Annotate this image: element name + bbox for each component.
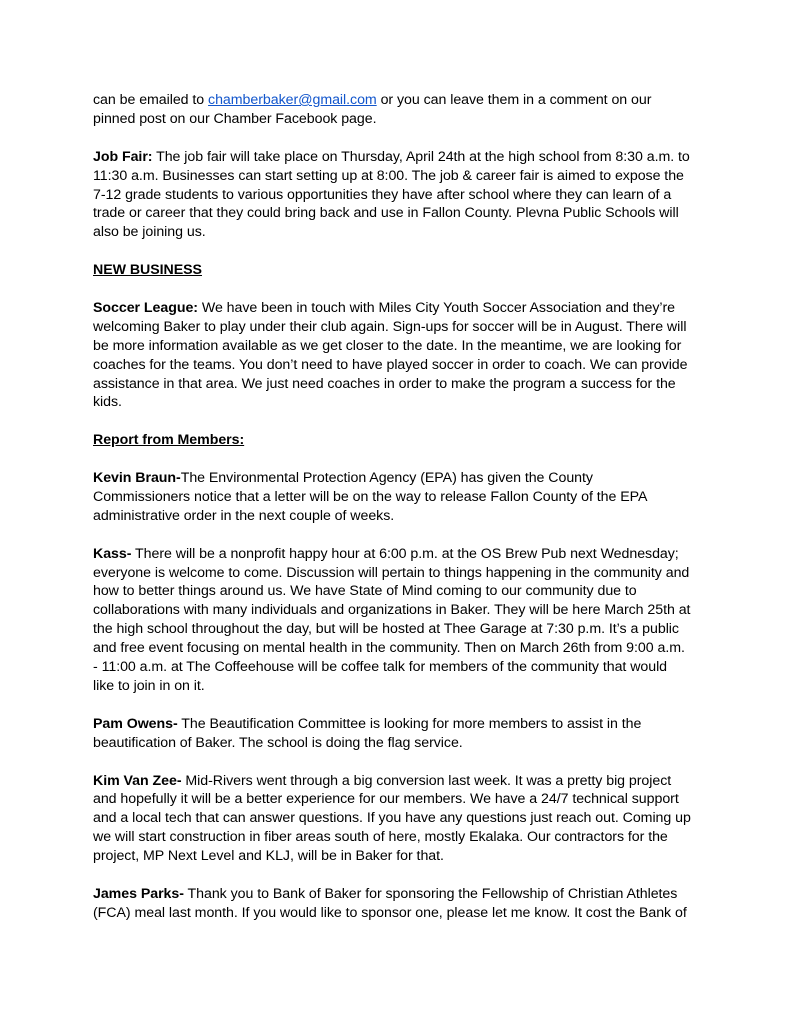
member-name: James Parks- xyxy=(93,885,184,902)
member-report-line: like to join in on it. xyxy=(93,678,205,694)
intro-line-1 xyxy=(93,91,703,110)
member-report-line xyxy=(93,715,703,734)
member-name: Kevin Braun- xyxy=(93,470,181,487)
member-name: Kass- xyxy=(93,545,132,562)
report-from-members-heading: Report from Members: xyxy=(93,432,245,449)
member-report-line: and hopefully it will be a better experience for our members. We have a 24/7 technical support xyxy=(93,791,679,808)
soccer-league-paragraph xyxy=(93,299,703,412)
document-page xyxy=(93,91,703,942)
member-report-kim-van-zee xyxy=(93,772,703,867)
member-report-line: and free event focusing on mental health in the community. Then on March 26th from 9:00 a.m. xyxy=(93,640,685,657)
member-report-line: project, MP Next Level and KLJ, will be in Baker for that. xyxy=(93,848,444,865)
soccer-line: be more information available as we get closer to the date. In the meantime, we are looking for xyxy=(93,337,682,354)
member-report-kevin-braun xyxy=(93,469,703,526)
member-report-line xyxy=(93,469,703,488)
member-report-line: the high school throughout the day, but will be hosted at Thee Garage at 7:30 p.m. It’s a public xyxy=(93,621,679,638)
intro-text-after-email: or you can leave them in a comment on our xyxy=(376,92,652,108)
job-fair-line: 7-12 grade students to various opportunities they have after school where they can learn of a xyxy=(93,186,672,203)
soccer-line xyxy=(93,299,703,318)
intro-line-2: pinned post on our Chamber Facebook page. xyxy=(93,110,377,127)
member-report-kass xyxy=(93,545,703,696)
intro-paragraph xyxy=(93,91,703,129)
member-report-text: Thank you to Bank of Baker for sponsoring the Fellowship of Christian Athletes xyxy=(183,885,678,902)
member-report-line xyxy=(93,545,703,564)
member-report-line: administrative order in the next couple of weeks. xyxy=(93,507,395,524)
new-business-heading: NEW BUSINESS xyxy=(93,262,202,279)
job-fair-paragraph xyxy=(93,148,703,243)
member-report-text: Mid-Rivers went through a big conversion last week. It was a pretty big project xyxy=(181,772,672,789)
job-fair-line: trade or career that they could bring back and use in Fallon County. Plevna Public Schools will xyxy=(93,205,679,222)
member-report-line xyxy=(93,772,703,791)
member-report-line: how to better things around us. We have State of Mind coming to our community due to xyxy=(93,583,637,600)
soccer-line: kids. xyxy=(93,394,122,411)
soccer-text: We have been in touch with Miles City Youth Soccer Association and they’re xyxy=(197,299,676,316)
soccer-line: coaches for the teams. You don’t need to have played soccer in order to coach. We can provide xyxy=(93,356,688,373)
member-report-line: beautification of Baker. The school is doing the flag service. xyxy=(93,734,463,751)
member-report-line: Commissioners notice that a letter will be on the way to release Fallon County of the EPA xyxy=(93,488,648,505)
member-name: Kim Van Zee- xyxy=(93,772,182,789)
job-fair-text: The job fair will take place on Thursday, April 24th at the high school from 8:30 a.m. to xyxy=(152,148,690,165)
job-fair-label: Job Fair: xyxy=(93,148,153,165)
member-report-pam-owens xyxy=(93,715,703,753)
member-report-james-parks xyxy=(93,885,703,923)
job-fair-line: also be joining us. xyxy=(93,224,206,241)
member-report-text: There will be a nonprofit happy hour at 6:00 p.m. at the OS Brew Pub next Wednesday; xyxy=(131,545,679,562)
email-link[interactable]: chamberbaker@gmail.com xyxy=(208,92,377,108)
member-report-text: The Environmental Protection Agency (EPA) has given the County xyxy=(180,470,593,487)
member-report-line: - 11:00 a.m. at The Coffeehouse will be coffee talk for members of the community that would xyxy=(93,659,668,676)
soccer-line: assistance in that area. We just need coaches in order to make the program a success for the xyxy=(93,375,676,392)
member-report-line: we will start construction in fiber areas south of here, mostly Ekalaka. Our contractors for the xyxy=(93,829,668,846)
member-report-line: and a local tech that can answer questions. If you have any questions just reach out. Coming up xyxy=(93,810,691,827)
member-report-line: (FCA) meal last month. If you would like to sponsor one, please let me know. It cost the Bank of xyxy=(93,904,687,921)
member-name: Pam Owens- xyxy=(93,715,178,732)
soccer-label: Soccer League: xyxy=(93,299,198,316)
member-report-line xyxy=(93,885,703,904)
job-fair-line xyxy=(93,148,703,167)
job-fair-line: 11:30 a.m. Businesses can start setting up at 8:00. The job & career fair is aimed to expose the xyxy=(93,167,684,184)
member-report-text: The Beautification Committee is looking for more members to assist in the xyxy=(177,715,642,732)
intro-text-before-email: can be emailed to xyxy=(93,92,209,108)
member-report-line: everyone is welcome to come. Discussion will pertain to things happening in the community and xyxy=(93,564,690,581)
soccer-line: welcoming Baker to play under their club again. Sign-ups for soccer will be in August. There will xyxy=(93,318,687,335)
member-report-line: collaborations with many individuals and organizations in Baker. They will be here March 25th at xyxy=(93,602,691,619)
